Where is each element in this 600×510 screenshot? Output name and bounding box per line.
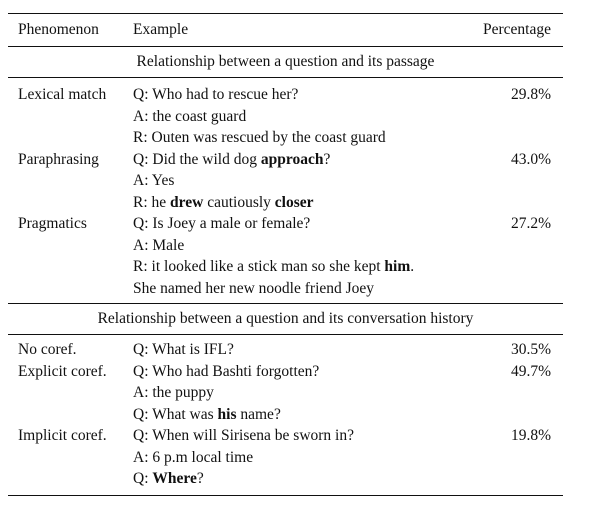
- emphasized-word: approach: [260, 150, 324, 168]
- bottom-rule: [8, 495, 563, 496]
- header-phenomenon: Phenomenon: [18, 21, 99, 38]
- example-text: cautiously: [203, 193, 275, 211]
- example-text: R: it looked like a stick man so she kept: [133, 258, 385, 275]
- phenomenon-cell: Paraphrasing: [18, 150, 99, 168]
- example-line: [133, 425, 463, 447]
- example-line: [133, 84, 463, 106]
- example-text: A: Male: [133, 236, 185, 254]
- example-line: [133, 256, 463, 278]
- example-line: [133, 235, 463, 257]
- emphasized-word: him: [384, 258, 411, 275]
- example-text: R: he: [133, 193, 171, 211]
- example-text: ?: [323, 150, 331, 168]
- example-text: A: the coast guard: [133, 107, 247, 125]
- example-line: [133, 447, 463, 469]
- example-cell: [133, 213, 463, 299]
- header-percentage: Percentage: [483, 21, 551, 38]
- example-line: [133, 170, 463, 192]
- example-line: [133, 382, 463, 404]
- section-history: [8, 304, 563, 495]
- example-text: Q: Who had to rescue her?: [133, 86, 299, 103]
- section-title: Relationship between a question and its passage: [136, 53, 435, 70]
- example-text: A: 6 p.m local time: [133, 448, 254, 466]
- example-cell: [133, 84, 463, 149]
- example-text: name?: [236, 405, 281, 423]
- percentage-cell: 49.7%: [510, 362, 551, 380]
- example-text: Q: What was: [133, 405, 218, 423]
- phenomenon-cell: No coref.: [18, 341, 77, 358]
- example-text: Q:: [133, 470, 153, 487]
- percentage-cell: 27.2%: [510, 215, 551, 232]
- example-line: [133, 213, 463, 235]
- emphasized-word: his: [217, 405, 237, 423]
- section-title: Relationship between a question and its conversation history: [97, 310, 474, 327]
- example-text: ?: [196, 470, 204, 487]
- example-text: A: the puppy: [133, 384, 214, 401]
- example-text: Q: When will Sirisena be sworn in?: [133, 427, 354, 444]
- emphasized-word: drew: [170, 193, 204, 211]
- example-cell: [133, 425, 463, 490]
- section-passage: [8, 47, 563, 303]
- phenomenon-cell: Explicit coref.: [18, 362, 107, 380]
- table-row: [8, 84, 563, 149]
- example-text: She named her new noodle friend Joey: [133, 279, 375, 297]
- example-line: [133, 149, 463, 171]
- example-cell: [133, 149, 463, 214]
- example-text: R: Outen was rescued by the coast guard: [133, 129, 386, 146]
- percentage-cell: 30.5%: [510, 341, 551, 358]
- example-text: Q: What is IFL?: [133, 341, 234, 358]
- phenomenon-cell: Lexical match: [18, 86, 107, 103]
- example-line: [133, 106, 463, 128]
- example-line: [133, 278, 463, 300]
- header-example: Example: [133, 21, 189, 38]
- emphasized-word: closer: [274, 193, 314, 211]
- section-rows: [8, 335, 563, 495]
- example-line: [133, 127, 463, 149]
- percentage-cell: 29.8%: [510, 86, 551, 103]
- percentage-cell: 43.0%: [510, 150, 551, 168]
- example-text: A: Yes: [133, 172, 175, 189]
- table-row: [8, 361, 563, 426]
- example-text: Q: Is Joey a male or female?: [133, 215, 311, 232]
- example-line: [133, 361, 463, 383]
- example-text: Q: Did the wild dog: [133, 150, 261, 168]
- table-row: [8, 149, 563, 214]
- percentage-cell: 19.8%: [510, 427, 551, 444]
- table-row: [8, 339, 563, 361]
- emphasized-word: Where: [152, 470, 197, 487]
- example-cell: [133, 339, 463, 361]
- example-text: Q: Who had Bashti forgotten?: [133, 362, 320, 380]
- phenomena-table: [8, 13, 563, 496]
- section-rows: [8, 78, 563, 303]
- example-line: [133, 339, 463, 361]
- table-row: [8, 425, 563, 490]
- example-cell: [133, 361, 463, 426]
- header-row: [8, 14, 563, 46]
- phenomenon-cell: Pragmatics: [18, 215, 87, 232]
- table-row: [8, 213, 563, 299]
- example-text: .: [410, 258, 415, 275]
- phenomenon-cell: Implicit coref.: [18, 427, 107, 444]
- example-line: [133, 404, 463, 426]
- example-line: [133, 192, 463, 214]
- example-line: [133, 468, 463, 490]
